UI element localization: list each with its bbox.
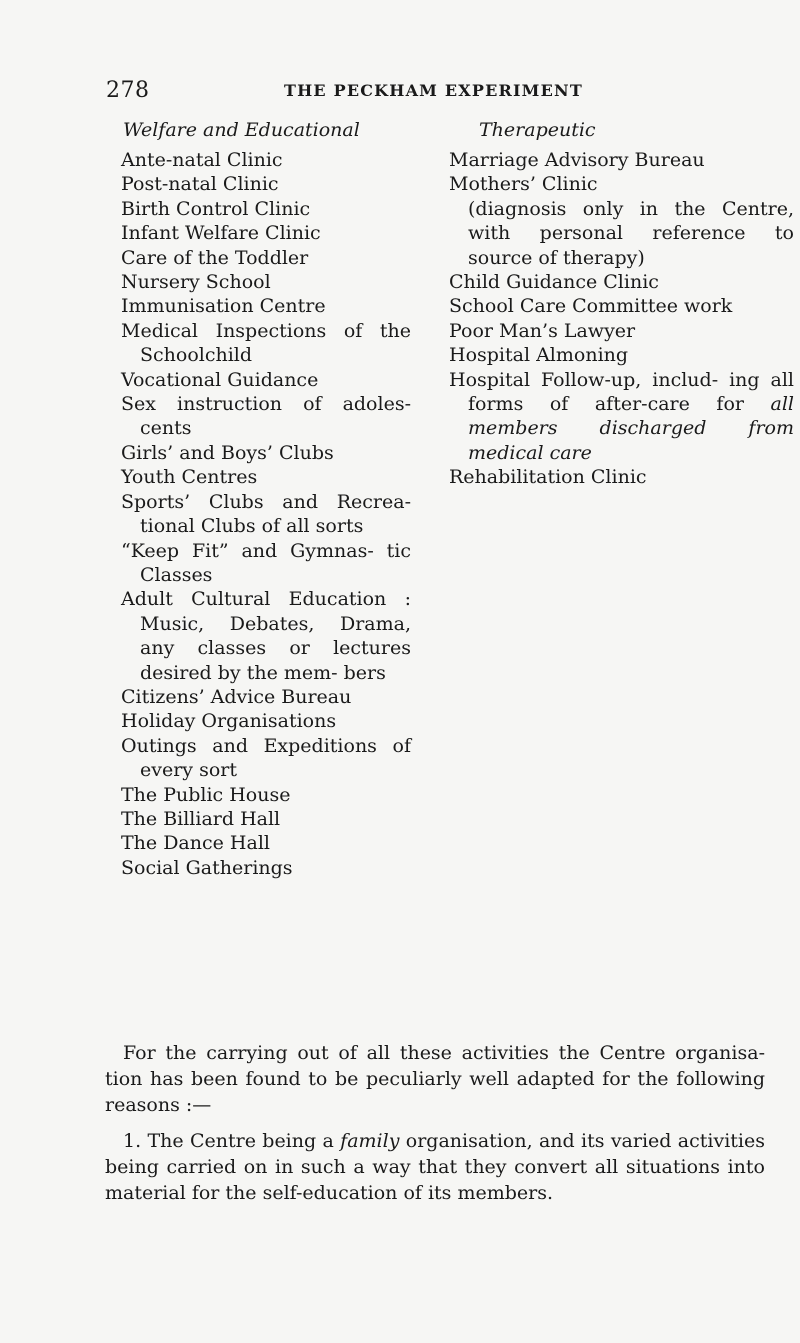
list-item: Adult Cultural Education : Music, Debates, Drama, any classes or lectures desired by the mem- bers bbox=[121, 588, 411, 684]
list-item: Care of the Toddler bbox=[121, 246, 309, 269]
paragraph: For the carrying out of all these activities the Centre organisa- tion has been found to be peculiarly well adapted for the following reasons :— bbox=[105, 1042, 765, 1116]
list-item: “Keep Fit” and Gymnas- tic Classes bbox=[121, 539, 411, 586]
list-item: Mothers’ Clinic bbox=[449, 173, 598, 196]
list-item: Poor Man’s Lawyer bbox=[449, 319, 636, 342]
body-text bbox=[105, 1040, 765, 1216]
therapeutic-heading: Therapeutic bbox=[479, 119, 596, 141]
list-item: Citizens’ Advice Bureau bbox=[121, 685, 352, 708]
list-item: Ante-natal Clinic bbox=[121, 149, 283, 171]
list-item: Holiday Organisations bbox=[121, 710, 337, 733]
list-item: (diagnosis only in the Centre, with personal reference to source of therapy) bbox=[468, 197, 794, 269]
list-item: Nursery School bbox=[121, 271, 271, 294]
list-item: Outings and Expeditions of every sort bbox=[121, 734, 411, 782]
paragraph-text: 1. The Centre being a bbox=[123, 1130, 334, 1152]
list-item: Hospital Almoning bbox=[449, 344, 629, 367]
list-item: Post-natal Clinic bbox=[121, 173, 279, 196]
list-item: Child Guidance Clinic bbox=[449, 271, 659, 294]
list-item bbox=[449, 368, 794, 466]
page-header bbox=[106, 78, 766, 108]
list-item-emphasis: all members discharged from medical care bbox=[468, 393, 794, 464]
list-item: School Care Committee work bbox=[449, 295, 733, 318]
list-item: Sex instruction of adoles- cents bbox=[121, 393, 411, 440]
list-item: Birth Control Clinic bbox=[121, 197, 311, 220]
running-head: THE PECKHAM EXPERIMENT bbox=[284, 81, 583, 100]
welfare-educational-heading: Welfare and Educational bbox=[123, 119, 360, 141]
page-number: 278 bbox=[106, 78, 150, 103]
list-item: The Dance Hall bbox=[121, 832, 270, 855]
list-item: Girls’ and Boys’ Clubs bbox=[121, 441, 334, 464]
list-item: The Billiard Hall bbox=[121, 807, 281, 830]
welfare-educational-list bbox=[121, 148, 411, 880]
paragraph-emphasis: family bbox=[340, 1130, 400, 1152]
list-item: Sports’ Clubs and Recrea- tional Clubs of all sorts bbox=[121, 490, 411, 538]
list-item: The Public House bbox=[121, 783, 291, 806]
list-item: Social Gatherings bbox=[121, 856, 293, 879]
list-item-text: Hospital Follow-up, includ- ing all forms of after-care for bbox=[449, 368, 794, 416]
list-item: Immunisation Centre bbox=[121, 295, 326, 318]
welfare-educational-column bbox=[121, 118, 411, 880]
list-item: Vocational Guidance bbox=[121, 368, 319, 391]
therapeutic-list bbox=[449, 148, 794, 490]
list-item: Medical Inspections of the Schoolchild bbox=[121, 319, 411, 367]
list-item: Infant Welfare Clinic bbox=[121, 222, 321, 245]
list-item: Marriage Advisory Bureau bbox=[449, 149, 705, 171]
list-item: Rehabilitation Clinic bbox=[449, 466, 647, 489]
paragraph bbox=[105, 1128, 765, 1206]
therapeutic-column bbox=[449, 118, 794, 490]
list-item: Youth Centres bbox=[121, 466, 258, 489]
paragraph-text: organisation, and its varied activities being carried on in such a way that they convert all situations into material for the self-education of its members. bbox=[105, 1130, 765, 1204]
